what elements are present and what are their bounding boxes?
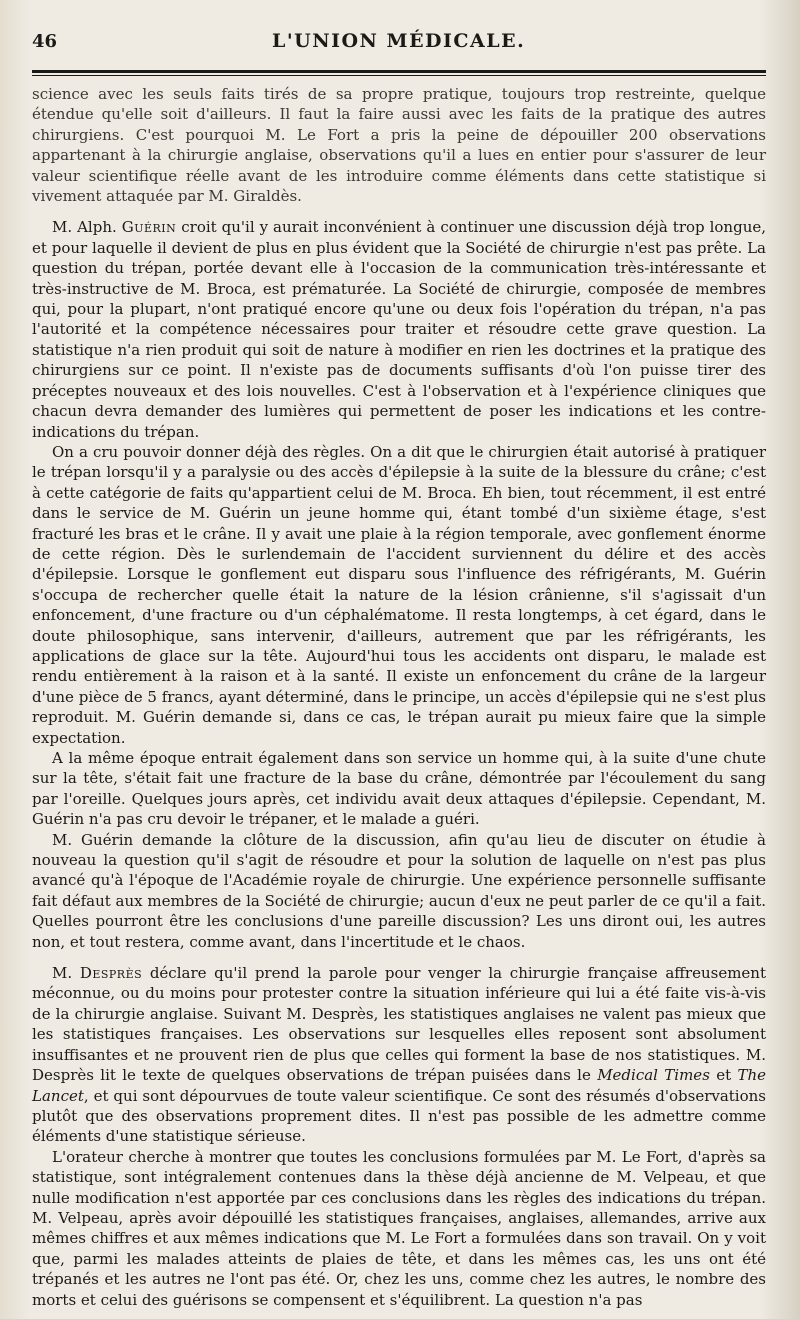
text-run: A la même époque entrait également dans son service un homme qui, à la suite d'une chute sur la tête, s'était fait une fracture de la base du crâne, démontrée par l'écoulement du sang par l'oreille. Quelques jours après, cet individu avait deux attaques d'épilepsie. Cependant, M. Guérin n'a pas cru devoir le trépaner, et le malade a guéri. xyxy=(32,749,766,829)
text-run: L'orateur cherche à montrer que toutes les conclusions formulées par M. Le Fort, d'après sa statistique, sont intégralement contenues dans la thèse déjà ancienne de M. Velpeau, et que nulle modification n'est apportée par ces conclusions dans les règles des indications du trépan. M. Velpeau, après avoir dépouillé les statistiques françaises, anglaises, allemandes, arrive aux mêmes chiffres et aux mêmes indications que M. Le Fort a formulées dans son travail. On y voit que, parmi les malades atteints de plaies de tête, et dans les mêmes cas, les uns ont été trépanés et les autres ne l'ont pas été. Or, chez les uns, comme chez les autres, le nombre des morts et celui des guérisons se compensent et s'équilibrent. La question n'a pas xyxy=(32,1147,766,1309)
running-title: L'UNION MÉDICALE. xyxy=(272,30,526,52)
text-run: science avec les seuls faits tirés de sa propre pratique, toujours trop restreinte, quelque étendue qu'elle soit d'ailleurs. Il faut la faire aussi avec les faits de la pratique des autres chirurgiens. C'est pourquoi M. Le Fort a pris la peine de dépouiller 200 observations appartenant à la chirurgie anglaise, observations qu'il a lues en entier pour s'assurer de leur valeur scientifique réelle avant de les introduire comme éléments dans cette statistique si vivement attaquée par M. Giraldès. xyxy=(32,85,766,206)
text-run: On a cru pouvoir donner déjà des règles. On a dit que le chirurgien était autorisé à pratiquer le trépan lorsqu'il y a paralysie ou des accès d'épilepsie à la suite de la blessure du crâne; c'est à cette catégorie de faits qu'appartient celui de M. Broca. Eh bien, tout récemment, il est entré dans le service de M. Guérin un jeune homme qui, étant tombé d'un sixième étage, s'est fracturé les bras et le crâne. Il y avait une plaie à la région temporale, avec gonflement énorme de cette région. Dès le surlendemain de l'accident surviennent du délire et des accès d'épilepsie. Lorsque le gonflement eut disparu sous l'influence des réfrigérants, M. Guérin s'occupa de rechercher quelle était la nature de la lésion crânienne, s'il s'agissait d'un enfoncement, d'une fracture ou d'un céphalématome. Il resta longtemps, à cet égard, dans le doute philosophique, sans intervenir, d'ailleurs, autrement que par les réfrigérants, les applications de glace sur la tête. Aujourd'hui tous les accidents ont disparu, le malade est rendu entièrement à la raison et à la santé. Il existe un enfoncement du crâne de la largeur d'une pièce de 5 francs, ayant déterminé, dans le principe, un accès d'épilepsie qui ne s'est plus reproduit. M. Guérin demande si, dans ce cas, le trépan aurait pu mieux faire que la simple expectation. xyxy=(32,442,766,747)
paragraph xyxy=(32,442,766,748)
text-run: déclare qu'il prend la parole pour venger la chirurgie française affreusement méconnue, ou du moins pour protester contre la situation inférieure qui lui a été faite vis-à-vis de la chirurgie anglaise. Suivant M. Desprès, les statistiques anglaises ne valent pas mieux que les statistiques françaises. Les observations sur lesquelles elles reposent sont absolument insuffisantes et ne prouvent rien de plus que celles qui forment la base de nos statistiques. M. Desprès lit le texte de quelques observations de trépan puisées dans le xyxy=(32,964,766,1085)
text-run: M. Alph. xyxy=(52,218,122,237)
speaker-name: Guérin xyxy=(121,218,177,237)
header-rule-thick xyxy=(32,70,766,73)
paragraph xyxy=(32,963,766,1147)
page-number: 46 xyxy=(32,31,58,52)
journal-title: Medical Times xyxy=(597,1066,710,1085)
page-header xyxy=(32,30,766,64)
paragraph xyxy=(32,748,766,830)
text-run: croit qu'il y aurait inconvénient à continuer une discussion déjà trop longue, et pour laquelle il devient de plus en plus évident que la Société de chirurgie n'est pas prête. La question du trépan, portée devant elle à l'occasion de la communication très-intéressante et très-instructive de M. Broca, est prématurée. La Société de chirurgie, composée de membres qui, pour la plupart, n'ont pratiqué encore qu'une ou deux fois l'opération du trépan, n'a pas l'autorité et la compétence nécessaires pour traiter et résoudre cette grave question. La statistique n'a rien produit qui soit de nature à modifier en rien les doctrines et la pratique des chirurgiens sur ce point. Il n'existe pas de documents suffisants d'où l'on puisse tirer des préceptes nouveaux et des lois nouvelles. C'est à l'observation et à l'expérience cliniques que chacun devra demander des lumières qui permettent de poser les indications et les contre-indications du trépan. xyxy=(32,218,767,441)
text-run: , et qui sont dépourvues de toute valeur scientifique. Ce sont des résumés d'observations plutôt que des observations proprement dites. Il n'est pas possible de les admettre comme éléments d'une statistique sérieuse. xyxy=(32,1086,766,1146)
article-body xyxy=(32,84,766,1310)
header-rule-thin xyxy=(32,75,766,76)
text-run: et xyxy=(709,1066,738,1085)
journal-title: The Lancet xyxy=(32,1066,766,1105)
speaker-name: Desprès xyxy=(79,964,143,983)
paragraph xyxy=(32,1147,766,1310)
paragraph xyxy=(32,830,766,952)
text-run: M. Guérin demande la clôture de la discussion, afin qu'au lieu de discuter on étudie à nouveau la question qu'il s'agit de résoudre et pour la solution de laquelle on n'est pas plus avancé qu'à l'époque de l'Académie royale de chirurgie. Une expérience personnelle suffisante fait défaut aux membres de la Société de chirurgie; aucun d'eux ne peut parler de ce qu'il a fait. Quelles pourront être les conclusions d'une pareille discussion? Les uns diront oui, les autres non, et tout restera, comme avant, dans l'incertitude et le chaos. xyxy=(32,830,766,951)
paragraph xyxy=(32,84,766,206)
text-run: M. xyxy=(52,964,80,983)
paragraph xyxy=(32,217,766,441)
